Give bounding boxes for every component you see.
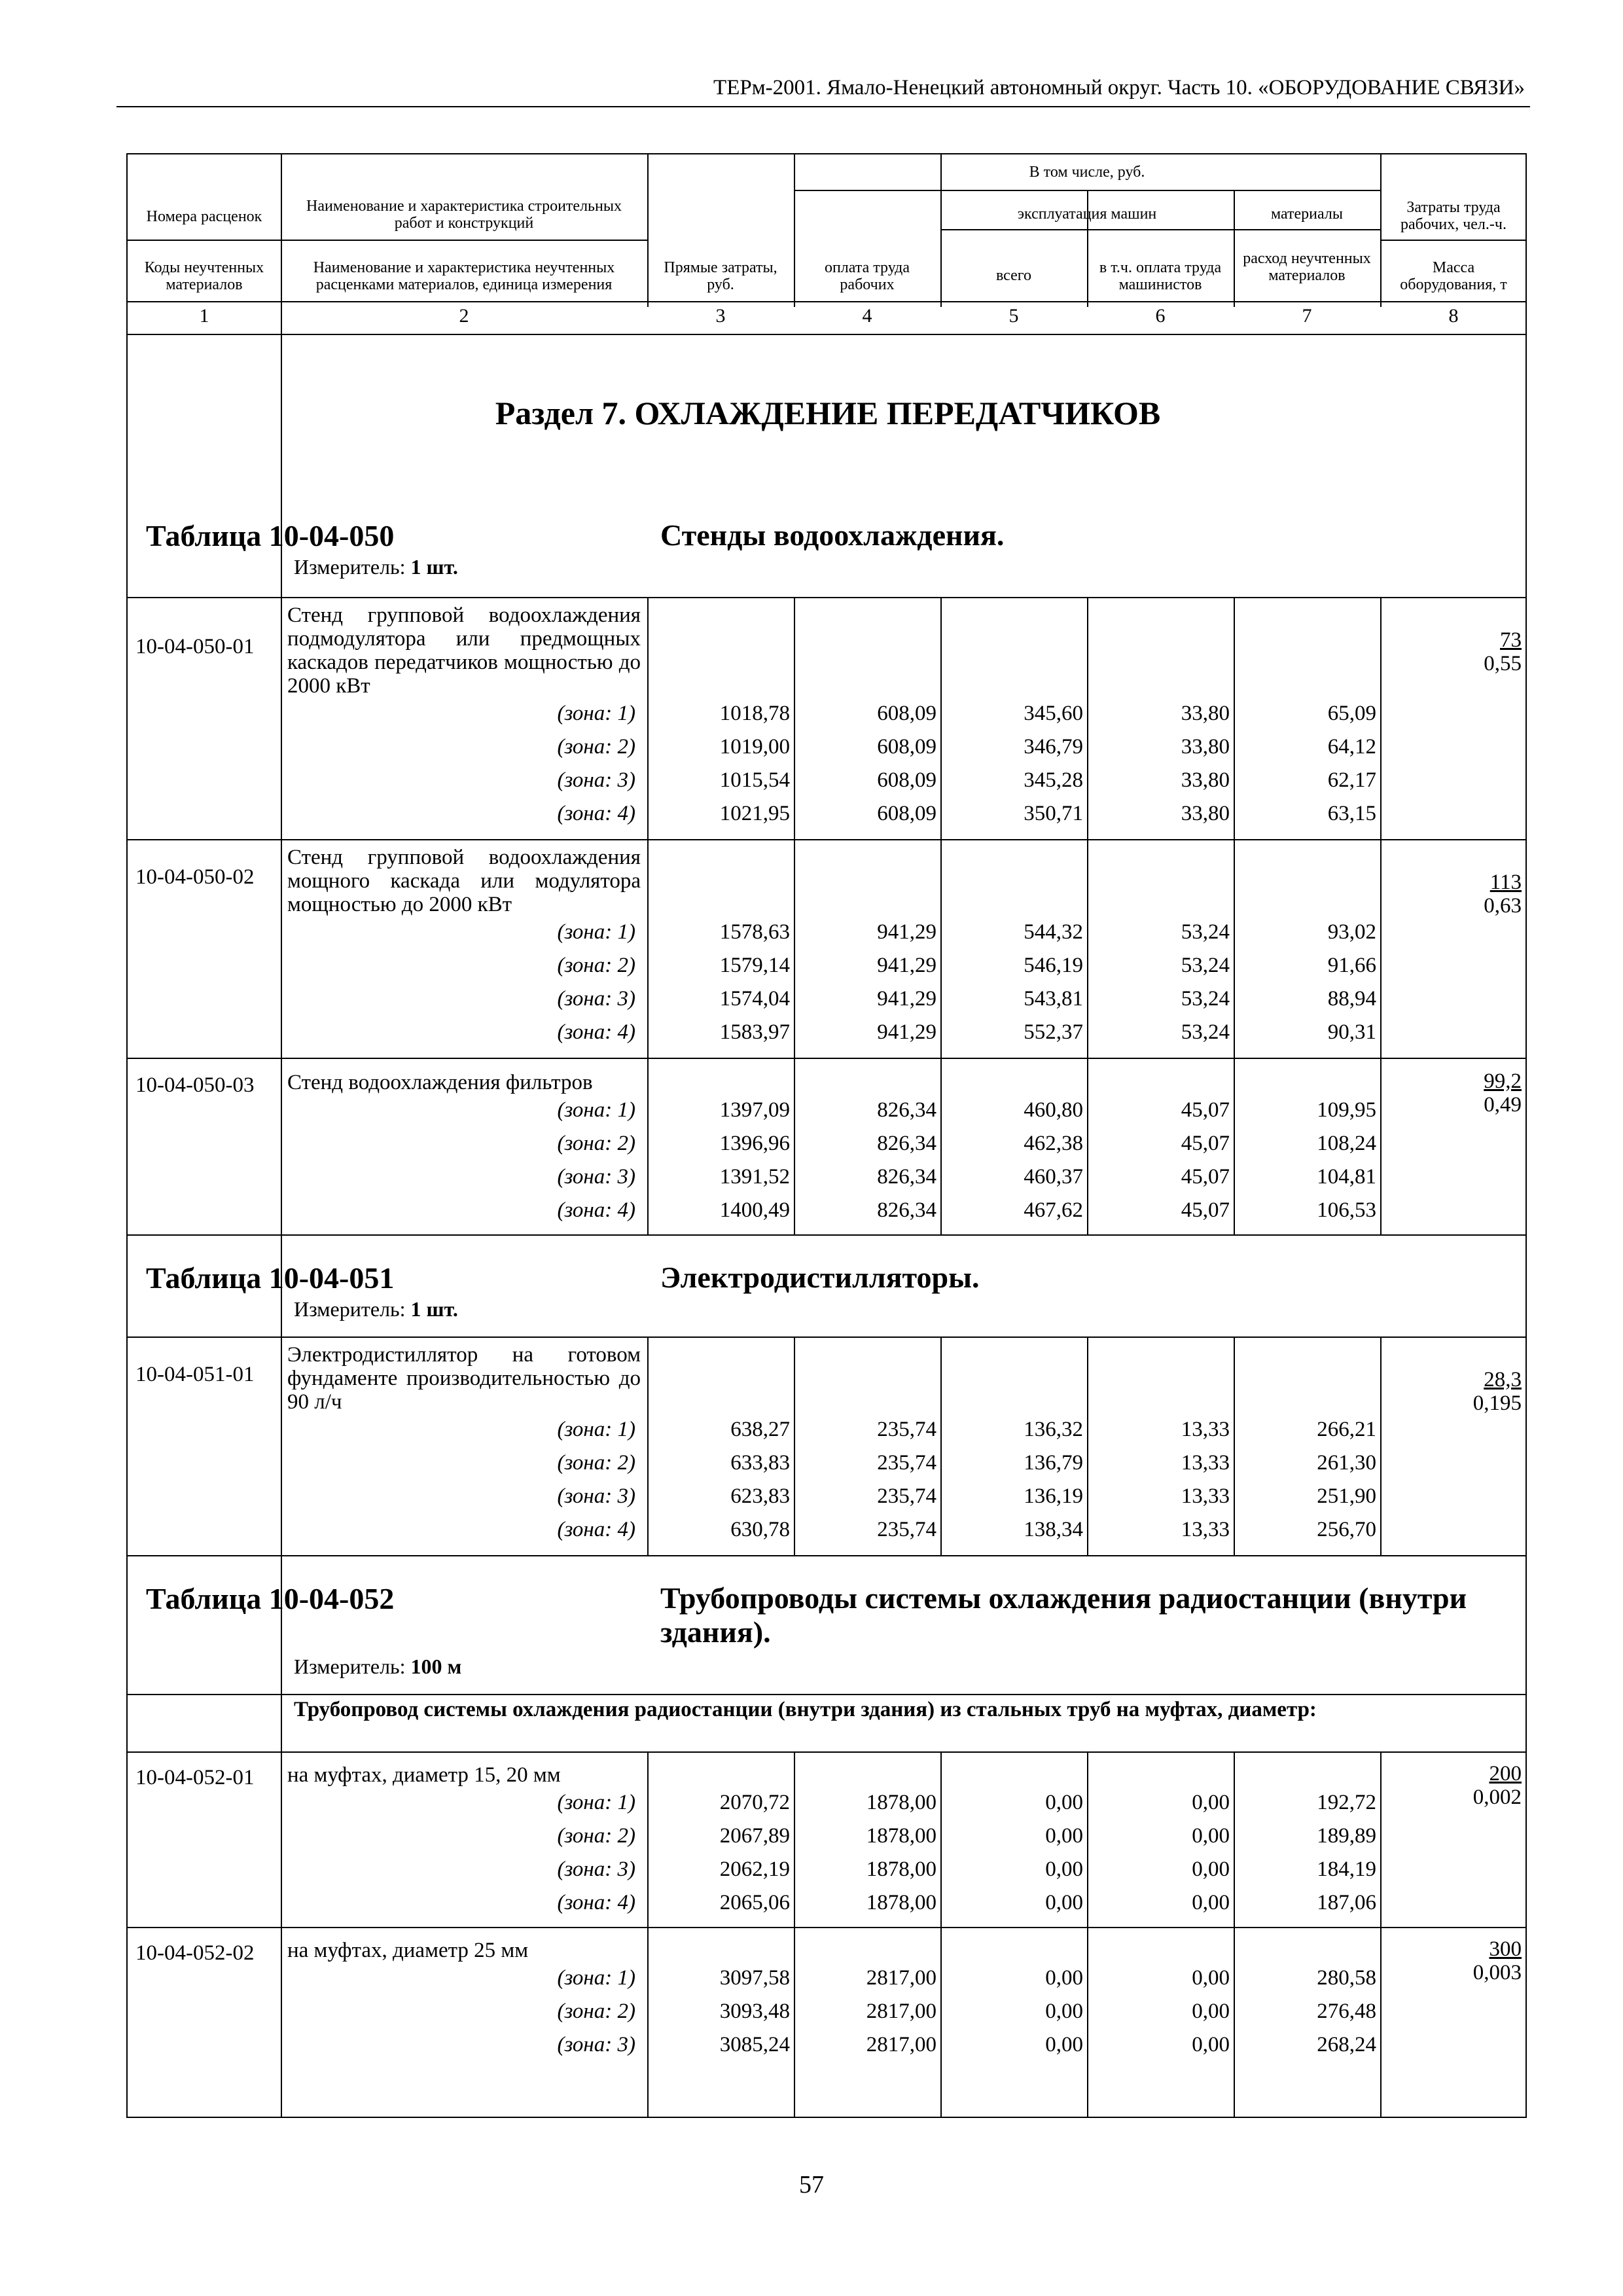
value-cell: 0,00 [1192, 1966, 1230, 1990]
value-cell: 346,79 [1024, 735, 1083, 759]
zone-label: (зона: 2) [557, 1824, 635, 1848]
value-cell: 53,24 [1181, 954, 1230, 977]
value-cell: 0,00 [1045, 1966, 1083, 1990]
value-cell: 268,24 [1317, 2033, 1376, 2056]
value-cell: 13,33 [1181, 1518, 1230, 1541]
header-text: ТЕРм-2001. Ямало-Ненецкий автономный округ. Часть 10. «ОБОРУДОВАНИЕ СВЯЗИ» [713, 76, 1525, 99]
value-cell: 544,32 [1024, 920, 1083, 944]
col5-header: всего [995, 267, 1032, 284]
value-cell: 256,70 [1317, 1518, 1376, 1541]
value-cell: 53,24 [1181, 1020, 1230, 1044]
zone-label: (зона: 4) [557, 802, 635, 825]
col2b-header: Наименование и характеристика неучтенных расценками материалов, единица измерения [313, 259, 615, 293]
value-cell: 251,90 [1317, 1484, 1376, 1508]
grid-line [940, 1336, 942, 1555]
zone-label: (зона: 2) [557, 735, 635, 759]
zone-label: (зона: 2) [557, 954, 635, 977]
value-cell: 2065,06 [719, 1891, 790, 1914]
value-cell: 53,24 [1181, 920, 1230, 944]
value-cell: 280,58 [1317, 1966, 1376, 1990]
value-cell: 0,00 [1045, 1857, 1083, 1881]
value-cell: 0,00 [1045, 1791, 1083, 1814]
table-title: Таблица 10-04-050 [146, 519, 395, 552]
grid-line [940, 1751, 942, 1927]
value-cell: 462,38 [1024, 1132, 1083, 1155]
grid-line [1087, 1927, 1088, 2118]
value-cell: 345,60 [1024, 702, 1083, 725]
equipment-mass: 0,002 [1472, 1785, 1522, 1809]
zone-label: (зона: 3) [557, 768, 635, 792]
value-cell: 13,33 [1181, 1451, 1230, 1475]
grid-line [794, 839, 795, 1058]
value-cell: 65,09 [1327, 702, 1376, 725]
zone-label: (зона: 4) [557, 1891, 635, 1914]
zone-label: (зона: 1) [557, 1791, 635, 1814]
value-cell: 460,80 [1024, 1098, 1083, 1122]
value-cell: 261,30 [1317, 1451, 1376, 1475]
grid-line [1380, 154, 1382, 307]
zone-label: (зона: 2) [557, 2000, 635, 2023]
zone-label: (зона: 1) [557, 1966, 635, 1990]
grid-line [1380, 1058, 1382, 1234]
value-cell: 0,00 [1192, 2000, 1230, 2023]
resource-fraction [1417, 1069, 1522, 1117]
grid-line [940, 1927, 942, 2118]
value-cell: 552,37 [1024, 1020, 1083, 1044]
value-cell: 91,66 [1327, 954, 1376, 977]
column-number: 3 [715, 305, 726, 327]
grid-line [1380, 1751, 1382, 1927]
col8b-header: Масса оборудования, т [1400, 259, 1507, 293]
value-cell: 941,29 [877, 954, 936, 977]
col1b-header: Коды неучтенных материалов [144, 259, 264, 293]
labor-hours: 200 [1489, 1762, 1522, 1785]
value-cell: 2070,72 [719, 1791, 790, 1814]
resource-fraction [1417, 628, 1522, 675]
value-cell: 543,81 [1024, 987, 1083, 1011]
column-number: 5 [1008, 305, 1019, 327]
resource-fraction [1417, 1368, 1522, 1415]
measure-unit [294, 1655, 461, 1679]
labor-hours: 113 [1489, 870, 1522, 894]
grid-line [128, 597, 1527, 598]
rate-description: на муфтах, диаметр 15, 20 мм [287, 1763, 561, 1787]
value-cell: 33,80 [1181, 802, 1230, 825]
value-cell: 63,15 [1327, 802, 1376, 825]
value-cell: 45,07 [1181, 1165, 1230, 1189]
value-cell: 93,02 [1327, 920, 1376, 944]
materials-header: материалы [1270, 206, 1343, 223]
zone-label: (зона: 3) [557, 1484, 635, 1508]
value-cell: 1574,04 [719, 987, 790, 1011]
grid-line [128, 301, 1527, 302]
grid-line [1380, 839, 1382, 1058]
col2a-header: Наименование и характеристика строительных работ и конструкций [306, 198, 622, 232]
rates-table [126, 153, 1527, 2118]
value-cell: 608,09 [877, 768, 936, 792]
value-cell: 104,81 [1317, 1165, 1376, 1189]
column-number: 6 [1155, 305, 1166, 327]
zone-label: (зона: 1) [557, 920, 635, 944]
value-cell: 1397,09 [719, 1098, 790, 1122]
grid-line [1087, 1751, 1088, 1927]
value-cell: 136,79 [1024, 1451, 1083, 1475]
value-cell: 1579,14 [719, 954, 790, 977]
grid-line [128, 1555, 1527, 1556]
value-cell: 45,07 [1181, 1098, 1230, 1122]
grid-line [128, 1234, 1527, 1236]
grid-line [1087, 597, 1088, 839]
grid-line [940, 229, 1380, 230]
value-cell: 1583,97 [719, 1020, 790, 1044]
measure-value: 100 м [410, 1655, 462, 1678]
measure-label: Измеритель: [294, 555, 411, 579]
zone-label: (зона: 1) [557, 1418, 635, 1441]
value-cell: 192,72 [1317, 1791, 1376, 1814]
value-cell: 3085,24 [719, 2033, 790, 2056]
incl-header: В том числе, руб. [1029, 164, 1145, 181]
grid-line [647, 1058, 649, 1234]
grid-line [647, 1927, 649, 2118]
measure-label: Измеритель: [294, 1297, 411, 1321]
value-cell: 235,74 [877, 1418, 936, 1441]
grid-line [940, 597, 942, 839]
grid-line [1380, 597, 1382, 839]
grid-line [647, 1751, 649, 1927]
value-cell: 941,29 [877, 1020, 936, 1044]
value-cell: 608,09 [877, 702, 936, 725]
measure-unit [294, 1297, 458, 1321]
value-cell: 235,74 [877, 1451, 936, 1475]
value-cell: 0,00 [1045, 2000, 1083, 2023]
value-cell: 2817,00 [866, 1966, 936, 1990]
labor-hours: 300 [1489, 1937, 1522, 1961]
value-cell: 3093,48 [719, 2000, 790, 2023]
table-title: Таблица 10-04-052 [146, 1582, 395, 1615]
table-name: Стенды водоохлаждения. [660, 518, 1005, 552]
value-cell: 350,71 [1024, 802, 1083, 825]
zone-label: (зона: 3) [557, 1165, 635, 1189]
value-cell: 266,21 [1317, 1418, 1376, 1441]
value-cell: 108,24 [1317, 1132, 1376, 1155]
value-cell: 109,95 [1317, 1098, 1376, 1122]
grid-line [1380, 1336, 1382, 1555]
value-cell: 0,00 [1192, 1791, 1230, 1814]
grid-line [128, 1694, 1527, 1695]
equipment-mass: 0,49 [1484, 1093, 1522, 1117]
zone-label: (зона: 2) [557, 1451, 635, 1475]
value-cell: 826,34 [877, 1165, 936, 1189]
machines-header: эксплуатация машин [1017, 206, 1157, 223]
rate-description: Стенд групповой водоохлаждения мощного каскада или модулятора мощностью до 2000 кВт [287, 846, 641, 916]
value-cell: 0,00 [1192, 1891, 1230, 1914]
value-cell: 33,80 [1181, 768, 1230, 792]
zone-label: (зона: 2) [557, 1132, 635, 1155]
grid-line [794, 1927, 795, 2118]
value-cell: 0,00 [1045, 1824, 1083, 1848]
value-cell: 64,12 [1327, 735, 1376, 759]
page-number: 57 [799, 2171, 824, 2198]
rate-description: Стенд водоохлаждения фильтров [287, 1071, 593, 1094]
grid-line [794, 1336, 795, 1555]
value-cell: 2817,00 [866, 2000, 936, 2023]
column-number: 4 [862, 305, 872, 327]
grid-line [1234, 1058, 1235, 1234]
grid-line [1380, 1927, 1382, 2118]
grid-line [794, 1751, 795, 1927]
equipment-mass: 0,195 [1472, 1391, 1522, 1415]
value-cell: 33,80 [1181, 702, 1230, 725]
rate-code: 10-04-051-01 [135, 1363, 255, 1386]
value-cell: 941,29 [877, 987, 936, 1011]
labor-hours: 99,2 [1484, 1069, 1522, 1093]
rate-code: 10-04-052-01 [135, 1766, 255, 1789]
grid-line [128, 1751, 1527, 1753]
grid-line [128, 1927, 1527, 1928]
rate-code: 10-04-050-01 [135, 635, 255, 658]
grid-line [128, 240, 647, 241]
measure-unit [294, 555, 458, 579]
value-cell: 2817,00 [866, 2033, 936, 2056]
value-cell: 0,00 [1192, 1857, 1230, 1881]
grid-line [128, 1058, 1527, 1059]
value-cell: 1021,95 [719, 802, 790, 825]
value-cell: 1396,96 [719, 1132, 790, 1155]
grid-line [1234, 1927, 1235, 2118]
value-cell: 106,53 [1317, 1198, 1376, 1222]
value-cell: 826,34 [877, 1098, 936, 1122]
table-name: Электродистилляторы. [660, 1261, 980, 1294]
column-number: 8 [1448, 305, 1459, 327]
zone-label: (зона: 4) [557, 1020, 635, 1044]
col1a-header: Номера расценок [146, 208, 262, 225]
col3-header: Прямые затраты, руб. [664, 259, 777, 293]
value-cell: 638,27 [730, 1418, 790, 1441]
labor-hours: 73 [1500, 628, 1522, 652]
value-cell: 45,07 [1181, 1132, 1230, 1155]
value-cell: 0,00 [1192, 1824, 1230, 1848]
resource-fraction [1417, 1937, 1522, 1984]
value-cell: 235,74 [877, 1518, 936, 1541]
grid-line [1234, 597, 1235, 839]
value-cell: 2062,19 [719, 1857, 790, 1881]
value-cell: 1391,52 [719, 1165, 790, 1189]
grid-line [1234, 1751, 1235, 1927]
value-cell: 623,83 [730, 1484, 790, 1508]
value-cell: 3097,58 [719, 1966, 790, 1990]
zone-label: (зона: 4) [557, 1518, 635, 1541]
value-cell: 1878,00 [866, 1824, 936, 1848]
resource-fraction [1417, 870, 1522, 918]
measure-value: 1 шт. [410, 1297, 458, 1321]
rate-description: на муфтах, диаметр 25 мм [287, 1939, 529, 1962]
zone-label: (зона: 3) [557, 2033, 635, 2056]
rate-code: 10-04-050-03 [135, 1073, 255, 1097]
value-cell: 1878,00 [866, 1791, 936, 1814]
grid-line [940, 1058, 942, 1234]
value-cell: 0,00 [1045, 2033, 1083, 2056]
zone-label: (зона: 3) [557, 987, 635, 1011]
value-cell: 608,09 [877, 802, 936, 825]
rate-description: Электродистиллятор на готовом фундаменте производительностью до 90 л/ч [287, 1343, 641, 1414]
value-cell: 467,62 [1024, 1198, 1083, 1222]
value-cell: 189,89 [1317, 1824, 1376, 1848]
value-cell: 1018,78 [719, 702, 790, 725]
grid-line [647, 1336, 649, 1555]
value-cell: 62,17 [1327, 768, 1376, 792]
value-cell: 826,34 [877, 1132, 936, 1155]
grid-line [1087, 839, 1088, 1058]
subsection-heading: Трубопровод системы охлаждения радиостанции (внутри здания) из стальных труб на муфтах, диаметр: [294, 1698, 1317, 1721]
value-cell: 136,19 [1024, 1484, 1083, 1508]
value-cell: 90,31 [1327, 1020, 1376, 1044]
col6-header: в т.ч. оплата труда машинистов [1099, 259, 1222, 293]
equipment-mass: 0,55 [1484, 652, 1522, 675]
measure-label: Измеритель: [294, 1655, 411, 1678]
grid-line [940, 839, 942, 1058]
value-cell: 546,19 [1024, 954, 1083, 977]
value-cell: 88,94 [1327, 987, 1376, 1011]
value-cell: 45,07 [1181, 1198, 1230, 1222]
rate-description: Стенд групповой водоохлаждения подмодулятора или предмощных каскадов передатчиков мощностью до 2000 кВт [287, 603, 641, 698]
grid-line [1380, 240, 1527, 241]
grid-line [1234, 1336, 1235, 1555]
zone-label: (зона: 3) [557, 1857, 635, 1881]
value-cell: 1400,49 [719, 1198, 790, 1222]
value-cell: 235,74 [877, 1484, 936, 1508]
grid-line [1087, 1336, 1088, 1555]
grid-line [128, 839, 1527, 840]
rate-code: 10-04-050-02 [135, 865, 255, 889]
zone-label: (зона: 1) [557, 702, 635, 725]
value-cell: 0,00 [1045, 1891, 1083, 1914]
value-cell: 1015,54 [719, 768, 790, 792]
value-cell: 187,06 [1317, 1891, 1376, 1914]
equipment-mass: 0,63 [1484, 894, 1522, 918]
value-cell: 2067,89 [719, 1824, 790, 1848]
measure-value: 1 шт. [410, 555, 458, 579]
grid-line [647, 597, 649, 839]
equipment-mass: 0,003 [1472, 1961, 1522, 1984]
grid-line [794, 190, 1380, 191]
value-cell: 184,19 [1317, 1857, 1376, 1881]
value-cell: 276,48 [1317, 2000, 1376, 2023]
column-number: 1 [199, 305, 209, 327]
grid-line [128, 1336, 1527, 1338]
value-cell: 460,37 [1024, 1165, 1083, 1189]
grid-line [128, 334, 1527, 335]
value-cell: 136,32 [1024, 1418, 1083, 1441]
grid-line [647, 839, 649, 1058]
value-cell: 53,24 [1181, 987, 1230, 1011]
value-cell: 33,80 [1181, 735, 1230, 759]
labor-hours: 28,3 [1484, 1368, 1522, 1391]
value-cell: 1878,00 [866, 1891, 936, 1914]
col7-header: расход неучтенных материалов [1243, 250, 1371, 284]
grid-line [647, 154, 649, 307]
table-title: Таблица 10-04-051 [146, 1261, 395, 1295]
running-header [116, 72, 1530, 107]
value-cell: 138,34 [1024, 1518, 1083, 1541]
value-cell: 13,33 [1181, 1418, 1230, 1441]
zone-label: (зона: 4) [557, 1198, 635, 1222]
value-cell: 345,28 [1024, 768, 1083, 792]
grid-line [1234, 839, 1235, 1058]
value-cell: 941,29 [877, 920, 936, 944]
column-number: 2 [459, 305, 469, 327]
grid-line [1087, 1058, 1088, 1234]
value-cell: 1578,63 [719, 920, 790, 944]
rate-code: 10-04-052-02 [135, 1941, 255, 1965]
resource-fraction [1417, 1762, 1522, 1809]
value-cell: 1019,00 [719, 735, 790, 759]
value-cell: 13,33 [1181, 1484, 1230, 1508]
value-cell: 608,09 [877, 735, 936, 759]
value-cell: 633,83 [730, 1451, 790, 1475]
zone-label: (зона: 1) [557, 1098, 635, 1122]
value-cell: 1878,00 [866, 1857, 936, 1881]
column-number: 7 [1302, 305, 1312, 327]
col8a-header: Затраты труда рабочих, чел.-ч. [1400, 199, 1507, 233]
grid-line [794, 597, 795, 839]
value-cell: 826,34 [877, 1198, 936, 1222]
grid-line [794, 1058, 795, 1234]
value-cell: 0,00 [1192, 2033, 1230, 2056]
section-title: Раздел 7. ОХЛАЖДЕНИЕ ПЕРЕДАТЧИКОВ [495, 395, 1161, 431]
table-name: Трубопроводы системы охлаждения радиостанции (внутри здания). [660, 1581, 1467, 1649]
value-cell: 630,78 [730, 1518, 790, 1541]
col4-header: оплата труда рабочих [824, 259, 910, 293]
